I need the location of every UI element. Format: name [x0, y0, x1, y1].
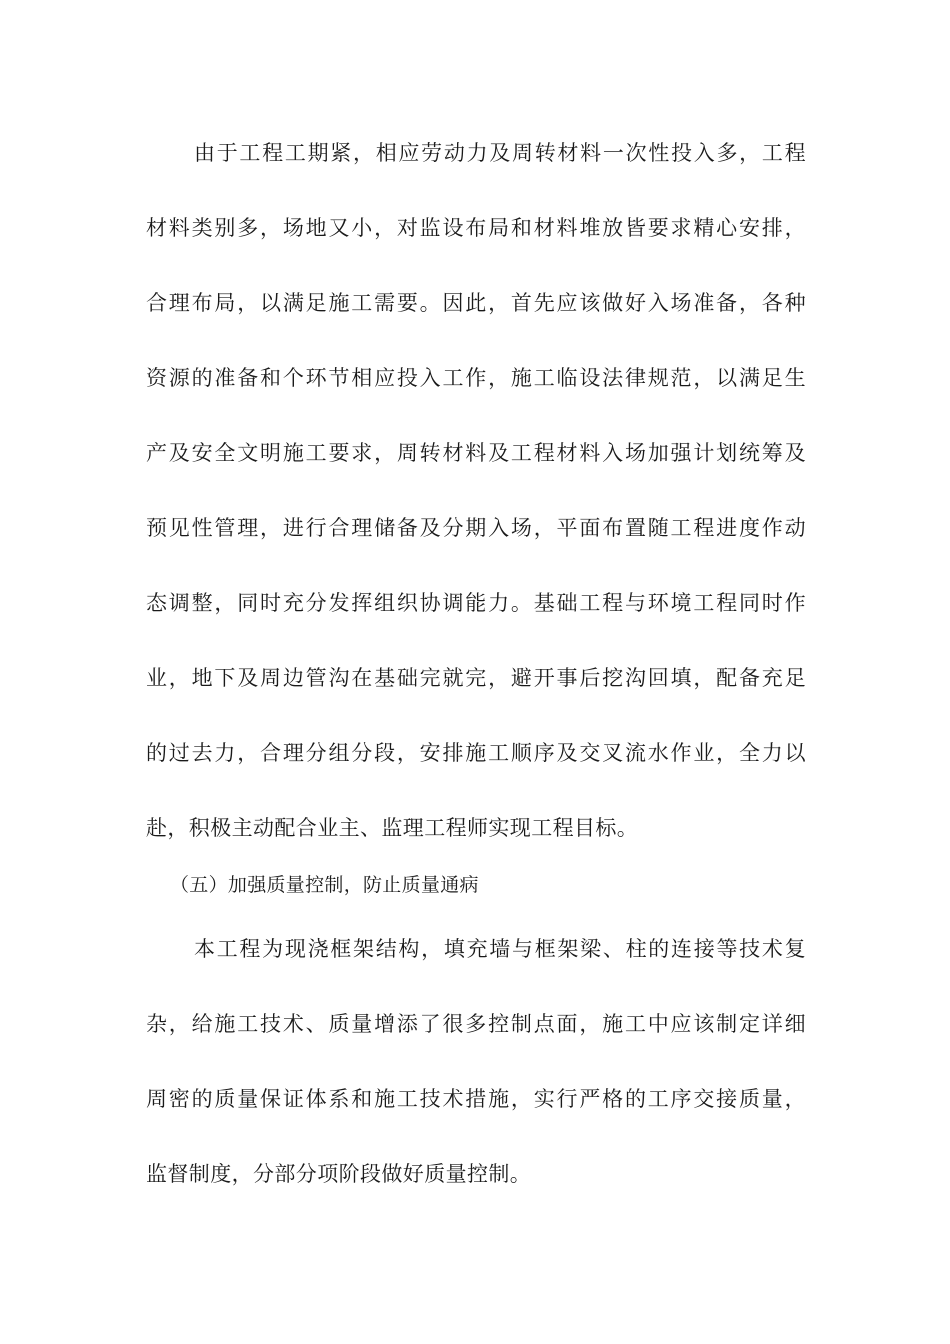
paragraph-line: 杂，给施工技术、质量增添了很多控制点面，施工中应该制定详细 — [146, 1012, 806, 1036]
section-heading: （五）加强质量控制，防止质量通病 — [170, 874, 479, 896]
paragraph-line: 材料类别多，场地又小，对监设布局和材料堆放皆要求精心安排， — [146, 216, 806, 240]
paragraph-line: 态调整，同时充分发挥组织协调能力。基础工程与环境工程同时作 — [146, 591, 806, 615]
paragraph-line: 业，地下及周边管沟在基础完就完，避开事后挖沟回填，配备充足 — [146, 666, 806, 690]
paragraph-line: 周密的质量保证体系和施工技术措施，实行严格的工序交接质量， — [146, 1087, 806, 1111]
paragraph-line: 产及安全文明施工要求，周转材料及工程材料入场加强计划统筹及 — [146, 441, 806, 465]
paragraph-line: 监督制度，分部分项阶段做好质量控制。 — [146, 1162, 532, 1186]
paragraph-line: 赴，积极主动配合业主、监理工程师实现工程目标。 — [146, 816, 639, 840]
paragraph-line: 本工程为现浇框架结构，填充墙与框架梁、柱的连接等技术复 — [194, 937, 806, 961]
paragraph-line: 资源的准备和个环节相应投入工作，施工临设法律规范，以满足生 — [146, 366, 806, 390]
paragraph-line: 的过去力，合理分组分段，安排施工顺序及交叉流水作业，全力以 — [146, 741, 806, 765]
paragraph-line: 合理布局，以满足施工需要。因此，首先应该做好入场准备，各种 — [146, 291, 806, 315]
paragraph-line: 由于工程工期紧，相应劳动力及周转材料一次性投入多，工程 — [194, 141, 806, 165]
paragraph-line: 预见性管理，进行合理储备及分期入场，平面布置随工程进度作动 — [146, 516, 806, 540]
